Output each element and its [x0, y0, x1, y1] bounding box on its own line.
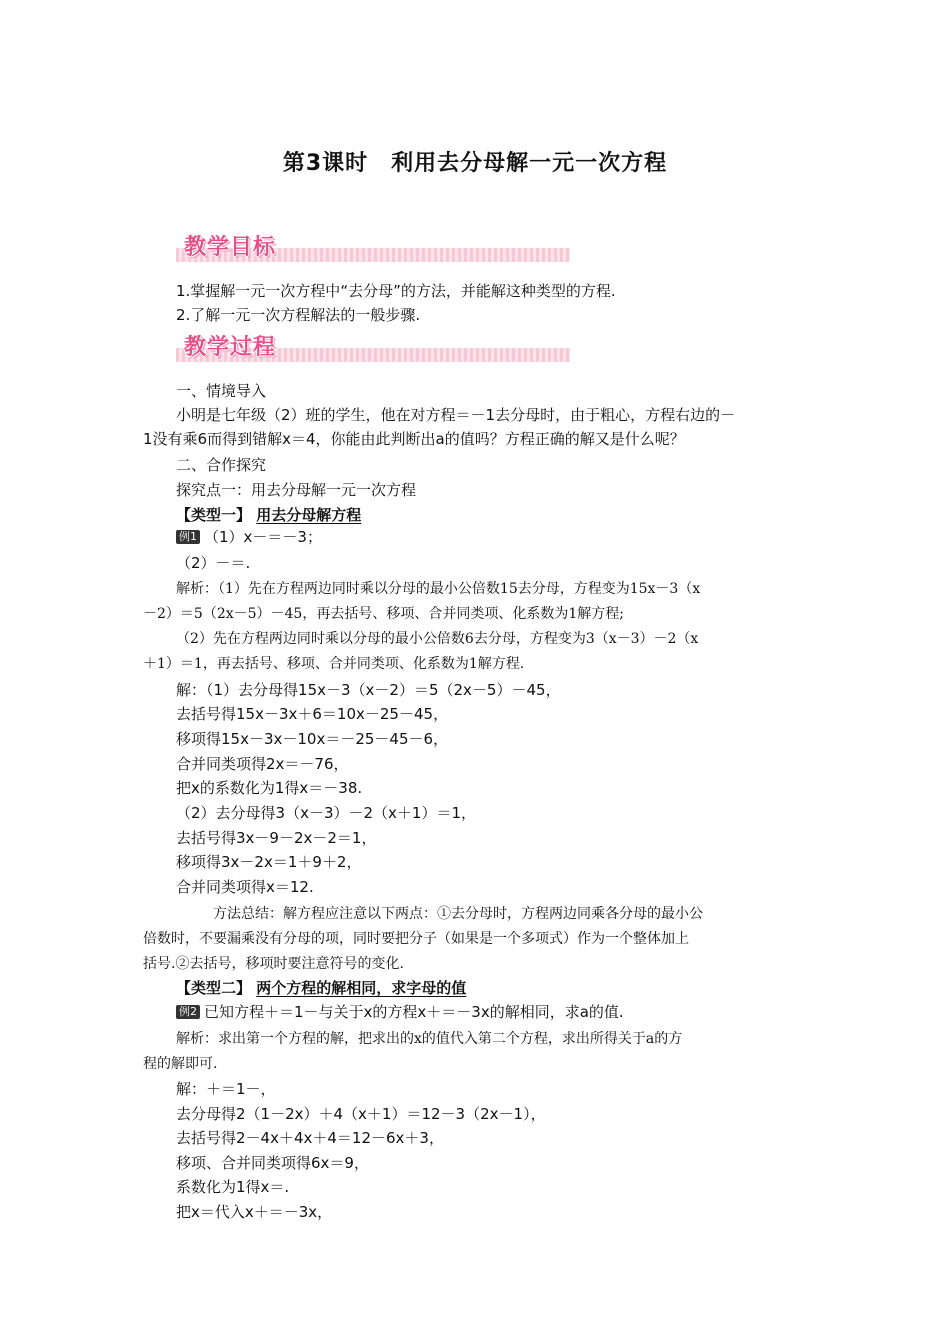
- example2-solution-line3: 去括号得2－4x＋4x＋4＝12－6x＋3，: [176, 1129, 444, 1147]
- objective-1: 1.掌握解一元一次方程中“去分母”的方法，并能解这种类型的方程.: [176, 282, 616, 300]
- example1-q1-text: （1）x－＝－3；: [204, 528, 322, 546]
- example1-solution-line9: 合并同类项得x＝12.: [176, 878, 314, 896]
- objectives-banner: [176, 230, 570, 264]
- example2-solution-line2: 去分母得2（1－2x）＋4（x＋1）＝12－3（2x－1），: [176, 1105, 546, 1123]
- intro-paragraph-line2: 1没有乘6而得到错解x＝4，你能由此判断出a的值吗？方程正确的解又是什么呢？: [143, 430, 685, 448]
- example1-solution-line4: 合并同类项得2x＝－76，: [176, 755, 349, 773]
- example2-analysis-line2: 程的解即可.: [143, 1056, 218, 1072]
- method-summary-line3: 括号.②去括号，移项时要注意符号的变化.: [143, 956, 404, 972]
- section1-heading: 一、情境导入: [176, 382, 267, 400]
- example1-analysis-line2: －2）＝5（2x－5）－45，再去括号、移项、合并同类项、化系数为1解方程;: [143, 606, 624, 622]
- example1-solution-line2: 去括号得15x－3x＋6＝10x－25－45，: [176, 705, 449, 723]
- type2-name: 两个方程的解相同，求字母的值: [256, 979, 467, 997]
- type2-tag: 【类型二】: [176, 979, 252, 997]
- example1-solution-line7: 去括号得3x－9－2x－2＝1，: [176, 829, 377, 847]
- type1-heading: [176, 504, 361, 526]
- example2-question: [176, 1001, 624, 1023]
- example2-solution-line5: 系数化为1得x＝.: [176, 1178, 290, 1196]
- example1-solution-line3: 移项得15x－3x－10x＝－25－45－6，: [176, 730, 449, 748]
- process-banner: [176, 330, 570, 364]
- example1-analysis-line4: ＋1）＝1，再去括号、移项、合并同类项、化系数为1解方程.: [143, 656, 525, 672]
- objectives-banner-label: 教学目标: [184, 235, 277, 260]
- explore-point-1: 探究点一：用去分母解一元一次方程: [176, 481, 417, 499]
- example2-question-text: 已知方程＋＝1－与关于x的方程x＋＝－3x的解相同，求a的值.: [204, 1003, 624, 1021]
- example1-solution-line1: 解：（1）去分母得15x－3（x－2）＝5（2x－5）－45，: [176, 681, 561, 699]
- method-summary-line2: 倍数时，不要漏乘没有分母的项，同时要把分子（如果是一个多项式）作为一个整体加上: [143, 931, 689, 947]
- example1-q1: [176, 526, 322, 548]
- objective-2: 2.了解一元一次方程解法的一般步骤.: [176, 306, 421, 324]
- example2-analysis-line1: 解析：求出第一个方程的解，把求出的x的值代入第二个方程，求出所得关于a的方: [176, 1031, 683, 1047]
- example2-solution-line4: 移项、合并同类项得6x＝9，: [176, 1154, 369, 1172]
- section2-heading: 二、合作探究: [176, 456, 267, 474]
- example1-analysis-line3: （2）先在方程两边同时乘以分母的最小公倍数6去分母，方程变为3（x－3）－2（x: [176, 631, 699, 647]
- page-title: 第3课时 利用去分母解一元一次方程: [282, 151, 668, 176]
- example2-solution-line6: 把x＝代入x＋＝－3x，: [176, 1203, 333, 1221]
- example1-solution-line8: 移项得3x－2x＝1＋9＋2，: [176, 853, 362, 871]
- example2-badge: 例2: [176, 1005, 200, 1019]
- method-summary-line1: 方法总结：解方程应注意以下两点：①去分母时，方程两边同乘各分母的最小公: [213, 906, 703, 922]
- type1-tag: 【类型一】: [176, 506, 252, 524]
- type1-name: 用去分母解方程: [256, 506, 362, 524]
- process-banner-label: 教学过程: [184, 335, 277, 360]
- intro-paragraph-line1: 小明是七年级（2）班的学生，他在对方程＝－1去分母时，由于粗心，方程右边的－: [176, 406, 736, 424]
- example1-solution-line5: 把x的系数化为1得x＝－38.: [176, 779, 363, 797]
- example2-solution-line1: 解：＋＝1－，: [176, 1080, 276, 1098]
- example1-badge: 例1: [176, 530, 200, 544]
- example1-q2: （2）－＝.: [176, 554, 251, 572]
- type2-heading: [176, 977, 466, 999]
- example1-solution-line6: （2）去分母得3（x－3）－2（x＋1）＝1，: [176, 804, 477, 822]
- example1-analysis-line1: 解析：（1）先在方程两边同时乘以分母的最小公倍数15去分母，方程变为15x－3（x: [176, 581, 701, 597]
